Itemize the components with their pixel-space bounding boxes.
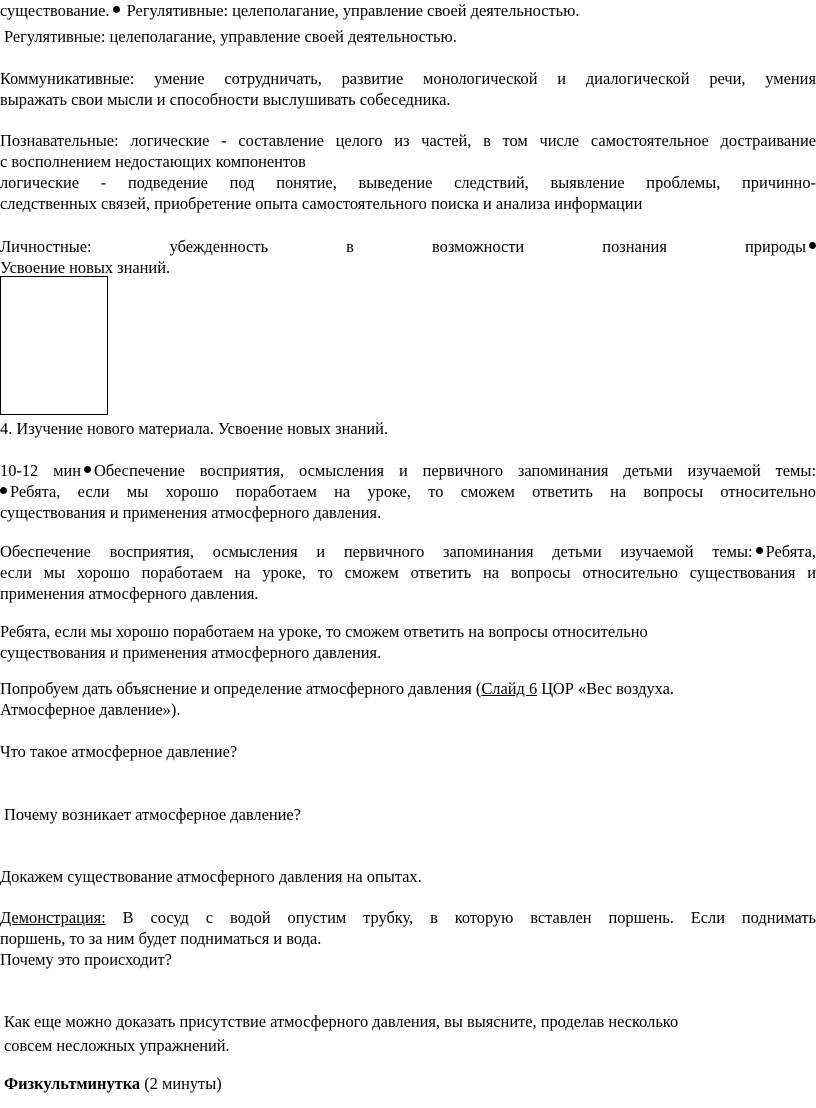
text-line: существования и применения атмосферного давления. <box>0 643 382 662</box>
text-fragment: Личностные: убежденность в возможности познания природы <box>0 237 806 256</box>
text-fragment: 10-12 мин <box>0 461 82 480</box>
cognitive-paragraph <box>0 130 816 214</box>
text-line <box>0 460 816 481</box>
bullet-icon <box>809 242 816 249</box>
bullet-icon <box>84 466 91 473</box>
text-fragment: Демонстрация: <box>0 908 106 927</box>
text-fragment: Попробуем дать объяснение и определение атмосферного давления ( <box>0 679 482 698</box>
text-line <box>0 678 674 699</box>
text-line: Ребята, если мы хорошо поработаем на уроке, то сможем ответить на вопросы относительно <box>0 622 648 641</box>
question-2: Почему возникает атмосферное давление? <box>4 805 301 824</box>
text-fragment: существование. <box>0 1 110 20</box>
bullet-icon <box>113 6 120 13</box>
line-1 <box>0 0 816 21</box>
how-paragraph <box>4 1010 678 1058</box>
question-1: Что такое атмосферное давление? <box>0 742 238 761</box>
text-line: Как еще можно доказать присутствие атмосферного давления, вы выясните, проделав несколько <box>4 1012 679 1031</box>
personal-paragraph <box>0 236 816 278</box>
phys-line <box>4 1073 222 1094</box>
text-line <box>0 907 816 928</box>
try-paragraph <box>0 678 674 720</box>
text-line: с восполнением недостающих компонентов <box>0 152 306 171</box>
kids-paragraph <box>0 621 648 663</box>
text-line <box>0 481 816 502</box>
text-line: Усвоение новых знаний. <box>0 258 171 277</box>
text-line: существования и применения атмосферного давления. <box>0 503 382 522</box>
stage-heading: 4. Изучение нового материала. Усвоение новых знаний. <box>0 419 389 438</box>
text-fragment: В сосуд с водой опустим трубку, в которую вставлен поршень. Если поднимать <box>105 908 816 927</box>
text-line: Познавательные: логические - составление целого из частей, в том числе самостоятельное достраивание <box>0 131 816 150</box>
text-line <box>0 541 816 562</box>
text-line: выражать свои мысли и способности выслушивать собеседника. <box>0 90 451 109</box>
text-line: если мы хорошо поработаем на уроке, то сможем ответить на вопросы относительно существования и <box>0 563 816 582</box>
text-fragment: Ребята, если мы хорошо поработаем на уроке, то сможем ответить на вопросы относительно <box>10 482 816 501</box>
text-fragment: Ребята, <box>765 542 816 561</box>
text-fragment: Регулятивные: целеполагание, управление своей деятельностью. <box>126 1 580 20</box>
text-line <box>0 236 816 257</box>
text-line: совсем несложных упражнений. <box>4 1036 230 1055</box>
text-line: следственных связей, приобретение опыта самостоятельного поиска и анализа информации <box>0 194 643 213</box>
text-fragment: Обеспечение восприятия, осмысления и первичного запоминания детьми изучаемой темы: <box>94 461 816 480</box>
text-line: Атмосферное давление»). <box>0 700 181 719</box>
bullet-icon <box>0 487 7 494</box>
text-fragment: Обеспечение восприятия, осмысления и первичного запоминания детьми изучаемой темы: <box>0 542 753 561</box>
demo-paragraph <box>0 907 816 970</box>
line-2: Регулятивные: целеполагание, управление своей деятельностью. <box>4 27 457 46</box>
timing-paragraph <box>0 460 816 523</box>
text-line: применения атмосферного давления. <box>0 584 259 603</box>
image-placeholder <box>0 276 108 415</box>
slide-link[interactable]: Слайд 6 <box>481 679 538 698</box>
text-line: поршень, то за ним будет подниматься и вода. <box>0 929 322 948</box>
text-fragment: Физкультминутка <box>4 1074 141 1093</box>
communicative-paragraph <box>0 68 816 110</box>
text-line: Почему это происходит? <box>0 950 172 969</box>
ensure-paragraph <box>0 541 816 604</box>
text-fragment: (2 минуты) <box>140 1074 222 1093</box>
text-line: логические - подведение под понятие, выведение следствий, выявление проблемы, причинно- <box>0 173 816 192</box>
text-line: Коммуникативные: умение сотрудничать, развитие монологической и диалогической речи, умения <box>0 69 816 88</box>
text-fragment: ЦОР «Вес воздуха. <box>537 679 675 698</box>
bullet-icon <box>756 547 763 554</box>
prove-line: Докажем существование атмосферного давления на опытах. <box>0 867 422 886</box>
